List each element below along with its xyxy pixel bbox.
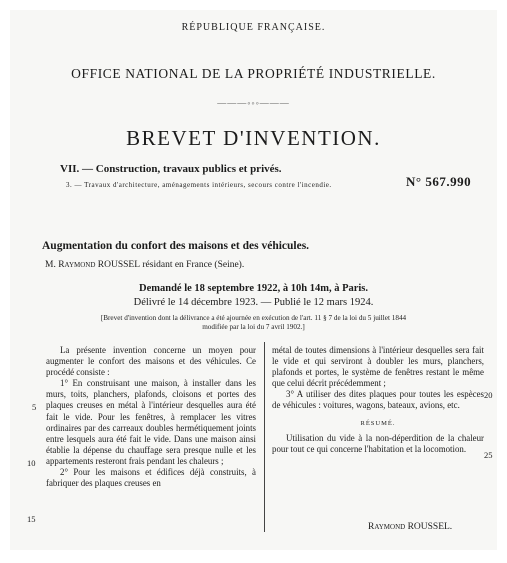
signature: Raymond ROUSSEL. — [368, 522, 453, 532]
paragraph-item-2-cont: métal de toutes dimensions à l'intérieur desquelles sera fait le vide et qui serviront à doubler les murs, planchers, plafonds et portes, le système de fenêtres restant le même que celui décrit précédemment ; — [272, 345, 484, 389]
paragraph-item-2: 2° Pour les maisons et édifices déjà construits, à fabriquer des plaques creuses en — [46, 467, 256, 489]
applicant-residence: résidant en France (Seine). — [142, 260, 245, 270]
column-divider — [264, 342, 265, 532]
right-column — [272, 345, 484, 455]
deferral-note-line1: [Brevet d'invention dont la délivrance a été ajournée en exécution de l'art. 11 § 7 de la loi du 5 juillet 1844 — [100, 314, 407, 322]
patent-title: Augmentation du confort des maisons et des véhicules. — [42, 240, 310, 252]
republic-heading: RÉPUBLIQUE FRANÇAISE. — [181, 22, 326, 33]
paragraph-intro: La présente invention concerne un moyen pour augmenter le confort des maisons et des véhicules. Ce procédé consiste : — [46, 345, 256, 378]
applicant-prefix: M. — [45, 260, 56, 270]
paragraph-item-3: 3° A utiliser des dites plaques pour toutes les espèces de véhicules : voitures, wagons, bateaux, avions, etc. — [272, 389, 484, 411]
document-type-heading: BREVET D'INVENTION. — [126, 126, 381, 150]
line-number-5: 5 — [32, 402, 37, 412]
grant-date: Délivré le 14 décembre 1923. — Publié le 12 mars 1924. — [133, 297, 374, 308]
classification-sub: 3. — Travaux d'architecture, aménagements intérieurs, secours contre l'incendie. — [66, 181, 332, 189]
patent-number: N° 567.990 — [406, 174, 472, 189]
applicant-line — [45, 260, 244, 270]
deferral-note-line2: modifiée par la loi du 7 avril 1902.] — [202, 323, 305, 331]
paragraph-summary: Utilisation du vide à la non-déperdition de la chaleur pour tout ce qui concerne l'habitation et la locomotion. — [272, 432, 484, 454]
line-number-15: 15 — [27, 514, 36, 524]
patent-page — [10, 10, 497, 550]
ornament-divider: ———◦◦◦——— — [217, 98, 290, 108]
line-number-10: 10 — [27, 458, 36, 468]
classification-main: VII. — Construction, travaux publics et privés. — [60, 163, 282, 175]
filing-date: Demandé le 18 septembre 1922, à 10h 14m, à Paris. — [138, 283, 369, 294]
line-number-25: 25 — [484, 450, 493, 460]
applicant-name: Raymond ROUSSEL — [58, 260, 141, 270]
paragraph-item-1: 1° En construisant une maison, à installer dans les murs, toits, planchers, plafonds, cloisons et portes des plaques creuses en métal à l'intérieur desquelles aura été fait le vide. Pour les fenêtres, à remplacer les vitres ordinaires par des carreaux doubles hermétiquement joints entre lesquels aura été fait le vide. Dans une maison ainsi établie la dépense du chauffage sera presque nulle et les appartements resteront frais pendant les chaleurs ; — [46, 378, 256, 466]
office-heading: OFFICE NATIONAL DE LA PROPRIÉTÉ INDUSTRIELLE. — [71, 66, 436, 81]
line-number-20: 20 — [484, 390, 493, 400]
resume-heading: RÉSUMÉ. — [360, 419, 396, 427]
left-column — [46, 345, 256, 489]
